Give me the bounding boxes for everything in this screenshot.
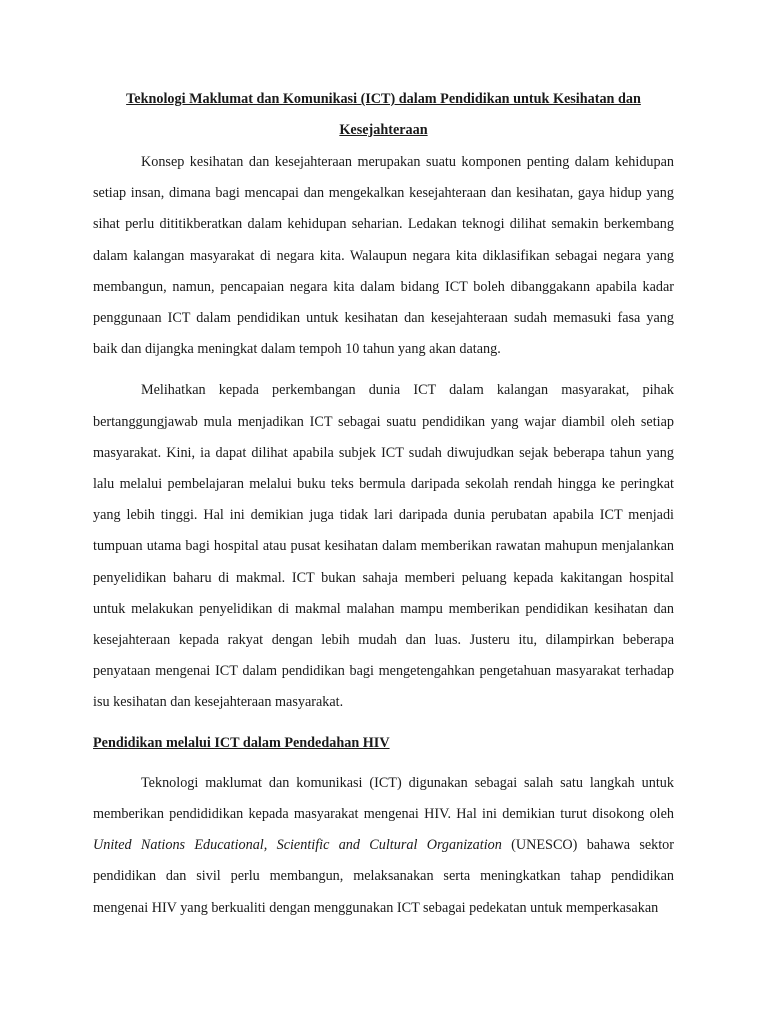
- paragraph-3: [93, 768, 674, 924]
- document-body: [93, 84, 674, 924]
- organization-name: United Nations Educational, Scientific and Cultural Organization: [93, 837, 502, 854]
- paragraph-1: Konsep kesihatan dan kesejahteraan merupakan suatu komponen penting dalam kehidupan setiap insan, dimana bagi mencapai dan mengekalkan kesejahteraan dan kesihatan, gaya hidup yang sihat perlu dititikberatkan dalam kehidupan seharian. Ledakan teknogi dilihat semakin berkembang dalam kalangan masyarakat di negara kita. Walaupun negara kita diklasifikan sebagai negara yang membangun, namun, pencapaian negara kita dalam bidang ICT boleh dibanggakann apabila kadar penggunaan ICT dalam pendidikan untuk kesihatan dan kesejahteraan sudah memasuki fasa yang baik dan dijangka meningkat dalam tempoh 10 tahun yang akan datang.: [93, 154, 674, 358]
- paragraph-3-start: Teknologi maklumat dan komunikasi (ICT) digunakan sebagai salah satu langkah untuk memberikan pendididikan kepada masyarakat mengenai HIV. Hal ini demikian turut disokong oleh: [93, 774, 674, 823]
- document-title: Teknologi Maklumat dan Komunikasi (ICT) dalam Pendidikan untuk Kesihatan dan Kesejahteraan: [126, 91, 641, 138]
- section-heading: Pendidikan melalui ICT dalam Pendedahan HIV: [93, 734, 390, 751]
- paragraph-2: Melihatkan kepada perkembangan dunia ICT dalam kalangan masyarakat, pihak bertanggungjawab mula menjadikan ICT sebagai suatu pendidikan yang wajar diambil oleh setiap masyarakat. Kini, ia dapat dilihat apabila subjek ICT sudah diwujudkan sejak beberapa tahun yang lalu melalui pembelajaran melalui buku teks bermula daripada sekolah rendah hingga ke peringkat yang lebih tinggi. Hal ini demikian juga tidak lari daripada dunia perubatan apabila ICT menjadi tumpuan utama bagi hospital atau pusat kesihatan dalam memberikan rawatan mahupun menjalankan penyelidikan baharu di makmal. ICT bukan sahaja memberi peluang kepada kakitangan hospital untuk melakukan penyelidikan di makmal malahan mampu memberikan pendidikan kesihatan dan kesejahteraan kepada rakyat dengan lebih mudah dan luas. Justeru itu, dilampirkan beberapa penyataan mengenai ICT dalam pendidikan bagi mengetengahkan pengetahuan masyarakat terhadap isu kesihatan dan kesejahteraan masyarakat.: [93, 382, 674, 711]
- paragraph-3-end: (UNESCO) bahawa sektor pendidikan dan sivil perlu membangun, melaksanakan serta meningkatkan tahap pendidikan mengenai HIV yang berkualiti dengan menggunakan ICT sebagai pedekatan untuk memperkasakan: [93, 837, 674, 916]
